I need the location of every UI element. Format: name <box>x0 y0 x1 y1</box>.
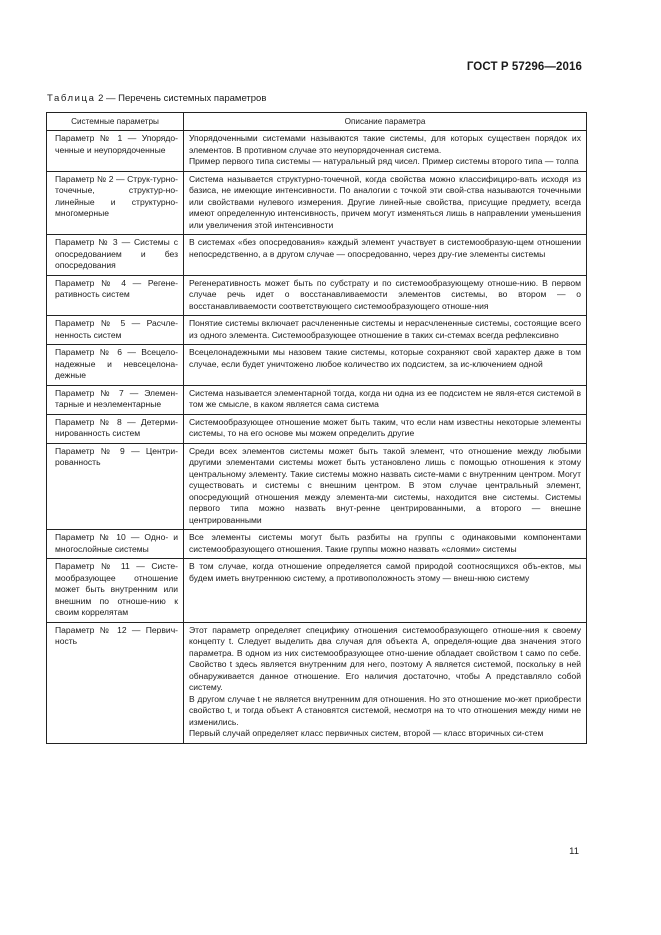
table-row <box>47 345 587 386</box>
caption-number: 2 <box>98 93 104 104</box>
table-caption <box>47 93 266 104</box>
parameter-name-cell: Параметр № 12 — Первич-ность <box>47 622 184 743</box>
parameter-description-cell <box>184 235 587 276</box>
parameter-description-cell <box>184 559 587 623</box>
parameter-description-cell <box>184 316 587 345</box>
column-header-description: Описание параметра <box>184 113 587 131</box>
description-paragraph: Первый случай определяет класс первичных систем, второй — класс вторичных си-стем <box>189 728 544 738</box>
description-paragraph: Система называется элементарной тогда, когда ни одна из ее подсистем не явля-ется системой в том же смысле, в каком является сама система <box>189 387 581 409</box>
parameter-name-cell: Параметр № 11 — Систе-мообразующее отношение может быть внутренним или внешним по отноше-нию к своим коррелятам <box>47 559 184 623</box>
description-paragraph: В том случае, когда отношение определяется самой природой соотносящихся объ-ектов, мы будем иметь внутреннюю систему, а противоположность этому — внеш-нюю систему <box>189 561 581 583</box>
parameter-name-cell: Параметр № 7 — Элемен-тарные и неэлементарные <box>47 385 184 414</box>
description-paragraph: Все элементы системы могут быть разбиты на группы с одинаковыми компонентами системообразующего отношения. Такие группы можно назвать «слоями» системы <box>189 532 581 554</box>
description-paragraph: В системах «без опосредования» каждый элемент участвует в системообразую-щем отношении непосредственно, а в другом случае — опосредованно, через дру-гие элементы системы <box>189 237 581 259</box>
parameter-name-cell: Параметр № 6 — Всецело-надежные и невсецелона-дежные <box>47 345 184 386</box>
description-paragraph: Среди всех элементов системы может быть такой элемент, что отношение между любыми другими элементами системы может быть установлено лишь с помощью отношения к этому центральному элементу. Такие системы можно назвать систе-мами с внутренним центром. Могут существовать и системы с внешним центром. В этом случае центральный элемент, опосредующий отношения между элемента-ми системы, находится вне системы. Системы первого типа можно назвать внут-ренне центрированными, а второго — внешне центрированными <box>189 445 581 525</box>
description-paragraph: Этот параметр определяет специфику отношения системообразующего отноше-ния к своему концепту t. Следует выделить два случая для объекта A, определя-ющие два значения этого параметра. В одном из них системообразующее отно-шение обладает свойством t само по себе. Свойство t здесь является внутренним для него, поэтому A является системой, поскольку в ней обнаруживается данное отношение. Его наличия достаточно, чтобы A представляло собой систему. <box>189 624 581 692</box>
description-paragraph: Понятие системы включает расчлененные системы и нерасчлененные системы, состоящие всего из одного элемента. Системообразующее отношение в таких си-стемах всегда рефлексивно <box>189 318 581 340</box>
table-row <box>47 131 587 172</box>
description-paragraph: Пример первого типа системы — натуральный ряд чисел. Пример системы второго типа — толпа <box>189 156 579 166</box>
parameter-name-cell: Параметр № 5 — Расчле-ненность систем <box>47 316 184 345</box>
page-number: 11 <box>569 846 579 857</box>
description-paragraph: В другом случае t не является внутренним для отношения. Но это отношение мо-жет приобрести свойство t, и тогда объект A становятся системой, несмотря на то что отношения между ними не изменились. <box>189 693 581 727</box>
parameter-description-cell <box>184 414 587 443</box>
table-row <box>47 235 587 276</box>
description-paragraph: Системообразующее отношение может быть таким, что если нам известны некоторые элементы системы, то на его основе мы можем определить другие <box>189 416 581 438</box>
parameter-name-cell: Параметр № 1 — Упорядо-ченные и неупорядоченные <box>47 131 184 172</box>
parameter-description-cell <box>184 171 587 235</box>
parameter-description-cell <box>184 345 587 386</box>
parameter-name-cell: Параметр № 3 — Системы с опосредованием и без опосредования <box>47 235 184 276</box>
parameter-description-cell <box>184 131 587 172</box>
table-row <box>47 622 587 743</box>
caption-title: — Перечень системных параметров <box>106 93 267 104</box>
table-row <box>47 385 587 414</box>
parameter-description-cell <box>184 443 587 530</box>
document-code: ГОСТ Р 57296—2016 <box>466 61 582 73</box>
table-row <box>47 171 587 235</box>
parameter-name-cell: Параметр № 10 — Одно- и многослойные системы <box>47 530 184 559</box>
parameter-name-cell: Параметр № 9 — Центри-рованность <box>47 443 184 530</box>
table-row <box>47 443 587 530</box>
table-header-row <box>47 113 587 131</box>
table-row <box>47 530 587 559</box>
description-paragraph: Регенеративность может быть по субстрату и по системообразующему отноше-нию. В первом случае речь идет о восстанавливаемости элементов системы, во втором — о восстанавливаемости соответствующего системообразующего отноше-ния <box>189 277 581 311</box>
parameter-description-cell <box>184 385 587 414</box>
table-row <box>47 559 587 623</box>
description-paragraph: Всецелонадежными мы назовем такие системы, которые сохраняют свой характер даже в том случае, если будет уничтожено любое количество их подсистем, за ис-ключением одной <box>189 347 581 369</box>
table-row <box>47 275 587 316</box>
parameter-name-cell: Параметр № 2 — Струк-турно-точечные, структур-но-линейные и структурно-многомерные <box>47 171 184 235</box>
description-paragraph: Упорядоченными системами называются такие системы, для которых существен порядок их элементов. В противном случае это неупорядоченная система. <box>189 133 581 155</box>
parameter-description-cell <box>184 622 587 743</box>
parameter-description-cell <box>184 530 587 559</box>
table-row <box>47 316 587 345</box>
table-body <box>47 131 587 744</box>
caption-label: Таблица <box>47 93 96 104</box>
column-header-parameters: Системные параметры <box>47 113 184 131</box>
parameter-description-cell <box>184 275 587 316</box>
table-row <box>47 414 587 443</box>
parameter-name-cell: Параметр № 4 — Регене-ративность систем <box>47 275 184 316</box>
parameter-name-cell: Параметр № 8 — Детерми-нированность систем <box>47 414 184 443</box>
system-parameters-table <box>46 112 587 744</box>
description-paragraph: Система называется структурно-точечной, когда свойства можно классифициро-вать исходя из базиса, не имеющие интенсивности. По аналогии с точкой эти свой-ства называются точечными или свойствами нулевого измерения. Другие линей-ные свойства, присущие предмету, всегда имеют определенную интенсивность, причем могут изменяться лишь в направлении уменьшения или увеличения этой интенсивности <box>189 173 581 230</box>
